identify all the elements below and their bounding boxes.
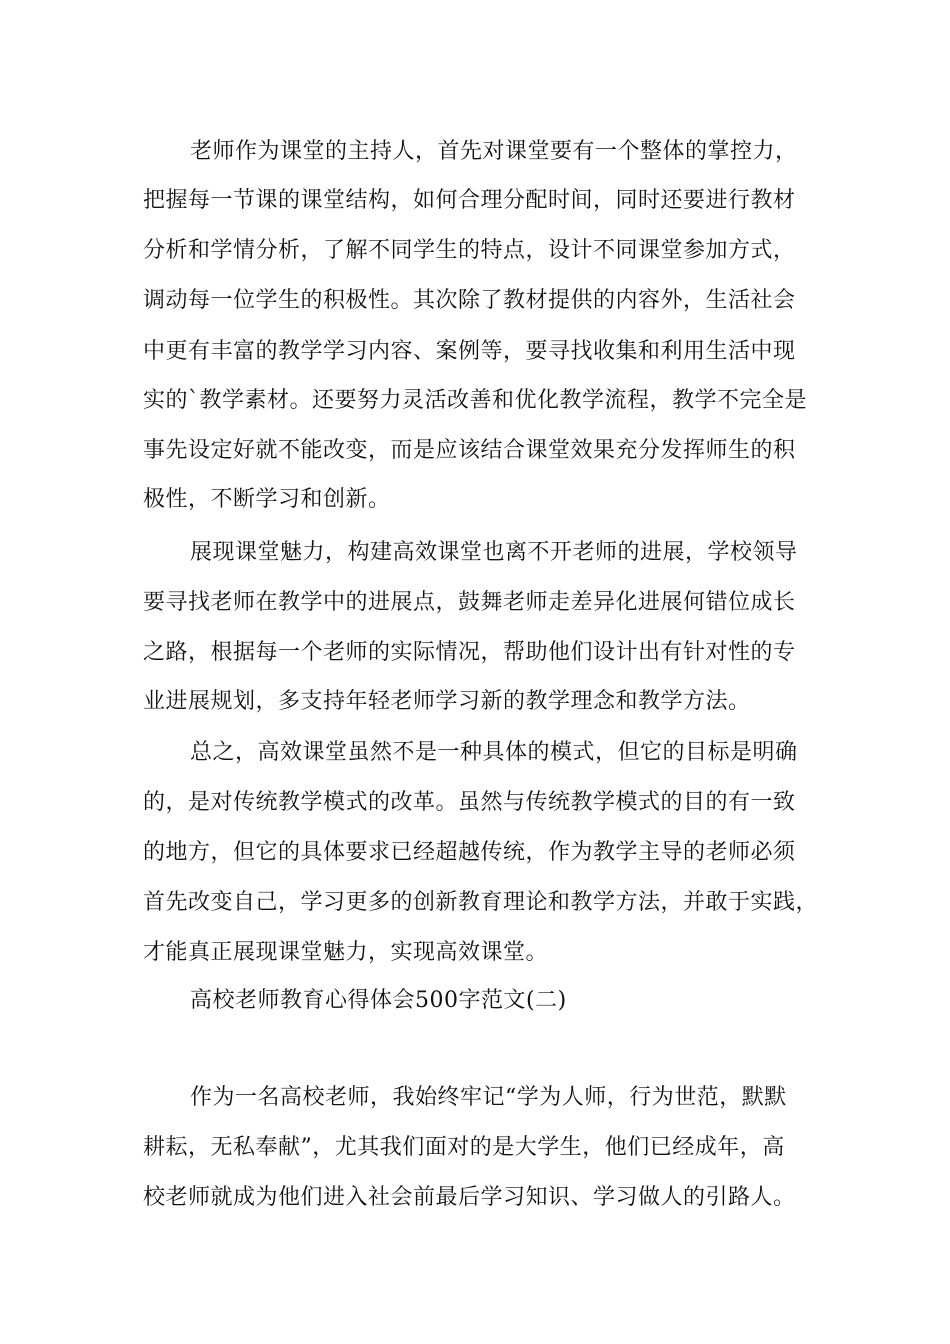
- paragraph-line: 的，是对传统教学模式的改革。虽然与传统教学模式的目的有一致: [143, 790, 796, 815]
- paragraph-line: 分析和学情分析，了解不同学生的特点，设计不同课堂参加方式，: [143, 238, 796, 263]
- paragraph-line: 作为一名高校老师，我始终牢记“学为人师，行为世范，默默: [190, 1085, 787, 1110]
- paragraph-line: 总之，高效课堂虽然不是一种具体的模式，但它的目标是明确: [190, 740, 798, 765]
- paragraph-line: 中更有丰富的教学学习内容、案例等，要寻找收集和利用生活中现: [143, 339, 796, 364]
- paragraph-line: 要寻找老师在教学中的进展点，鼓舞老师走差异化进展何错位成长: [143, 590, 796, 615]
- paragraph-line: 之路，根据每一个老师的实际情况，帮助他们设计出有针对性的专: [143, 640, 796, 665]
- paragraph-line: 业进展规划，多支持年轻老师学习新的教学理念和教学方法。: [143, 689, 751, 714]
- paragraph-line: 调动每一位学生的积极性。其次除了教材提供的内容外，生活社会: [143, 288, 796, 313]
- paragraph-line: 耕耘，无私奉献”，尤其我们面对的是大学生，他们已经成年，高: [143, 1135, 785, 1160]
- paragraph-line: 事先设定好就不能改变，而是应该结合课堂效果充分发挥师生的积: [143, 438, 796, 463]
- paragraph-line: 首先改变自己，学习更多的创新教育理论和教学方法，并敢于实践，: [143, 890, 819, 915]
- paragraph-line: 极性，不断学习和创新。: [143, 487, 391, 512]
- paragraph-line: 才能真正展现课堂魅力，实现高效课堂。: [143, 940, 549, 965]
- paragraph-line: 展现课堂魅力，构建高效课堂也离不开老师的进展，学校领导: [190, 540, 798, 565]
- section-heading: 高校老师教育心得体会500字范文(二): [190, 988, 567, 1013]
- paragraph-line: 实的`教学素材。还要努力灵活改善和优化教学流程，教学不完全是: [143, 388, 808, 413]
- paragraph-line: 校老师就成为他们进入社会前最后学习知识、学习做人的引路人。: [143, 1185, 796, 1210]
- paragraph-line: 老师作为课堂的主持人，首先对课堂要有一个整体的掌控力，: [190, 139, 798, 164]
- paragraph-line: 的地方，但它的具体要求已经超越传统，作为教学主导的老师必须: [143, 840, 796, 865]
- paragraph-line: 把握每一节课的课堂结构，如何合理分配时间，同时还要进行教材: [143, 188, 796, 213]
